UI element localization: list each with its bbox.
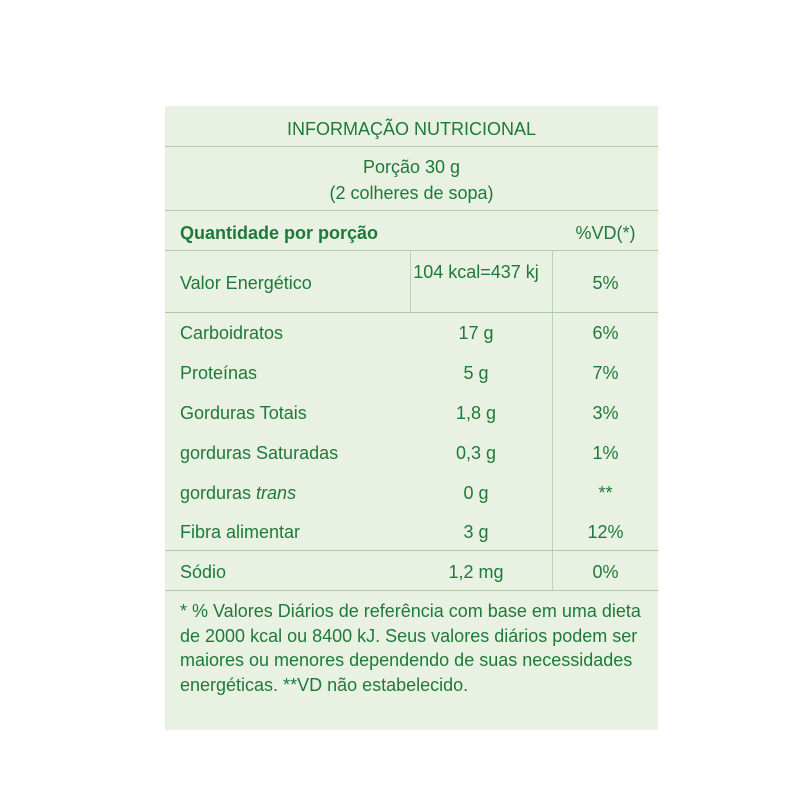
row-label-trans-fat — [180, 482, 296, 504]
row-value-carbs: 17 g — [458, 323, 494, 343]
row-vd-total-fat: 3% — [592, 403, 619, 423]
table-title: INFORMAÇÃO NUTRICIONAL — [286, 119, 536, 139]
divider — [165, 550, 658, 551]
trans-fat-prefix: gorduras — [180, 483, 257, 503]
row-vd-saturated-fat: 1% — [592, 443, 619, 463]
divider — [165, 146, 658, 147]
divider — [165, 312, 658, 313]
row-value-protein: 5 g — [463, 363, 489, 383]
portion-size: Porção 30 g — [362, 157, 461, 177]
divider — [165, 210, 658, 211]
quantity-header: Quantidade por porção — [180, 223, 379, 243]
row-label-protein: Proteínas — [180, 363, 258, 383]
row-vd-sodium: 0% — [592, 562, 619, 582]
footnote: * % Valores Diários de referência com base em uma dieta de 2000 kcal ou 8400 kJ. Seus valores diários podem ser maiores ou menores dependendo de suas necessidades energéticas. **VD não estabelecido. — [180, 601, 641, 695]
row-vd-carbs: 6% — [592, 323, 619, 343]
row-vd-trans-fat: ** — [598, 483, 613, 503]
row-label-fiber: Fibra alimentar — [180, 522, 301, 542]
row-vd-energy: 5% — [592, 273, 619, 293]
vd-header: %VD(*) — [575, 223, 636, 243]
row-label-total-fat: Gorduras Totais — [180, 403, 307, 423]
row-value-total-fat: 1,8 g — [455, 403, 497, 423]
row-label-sodium: Sódio — [180, 562, 227, 582]
row-value-saturated-fat: 0,3 g — [455, 443, 497, 463]
row-label-saturated-fat: gorduras Saturadas — [180, 443, 339, 463]
divider — [165, 250, 658, 251]
row-vd-fiber: 12% — [587, 522, 624, 542]
row-value-energy: 104 kcal=437 kj — [413, 262, 539, 282]
row-label-carbs: Carboidratos — [180, 323, 284, 343]
nutrition-facts-panel — [165, 106, 658, 730]
row-vd-protein: 7% — [592, 363, 619, 383]
row-value-trans-fat: 0 g — [463, 483, 489, 503]
portion-description: (2 colheres de sopa) — [329, 183, 494, 203]
trans-fat-italic: trans — [256, 483, 297, 503]
row-label-energy: Valor Energético — [180, 273, 312, 293]
divider — [165, 590, 658, 591]
row-value-sodium: 1,2 mg — [448, 562, 504, 582]
row-value-fiber: 3 g — [463, 522, 489, 542]
